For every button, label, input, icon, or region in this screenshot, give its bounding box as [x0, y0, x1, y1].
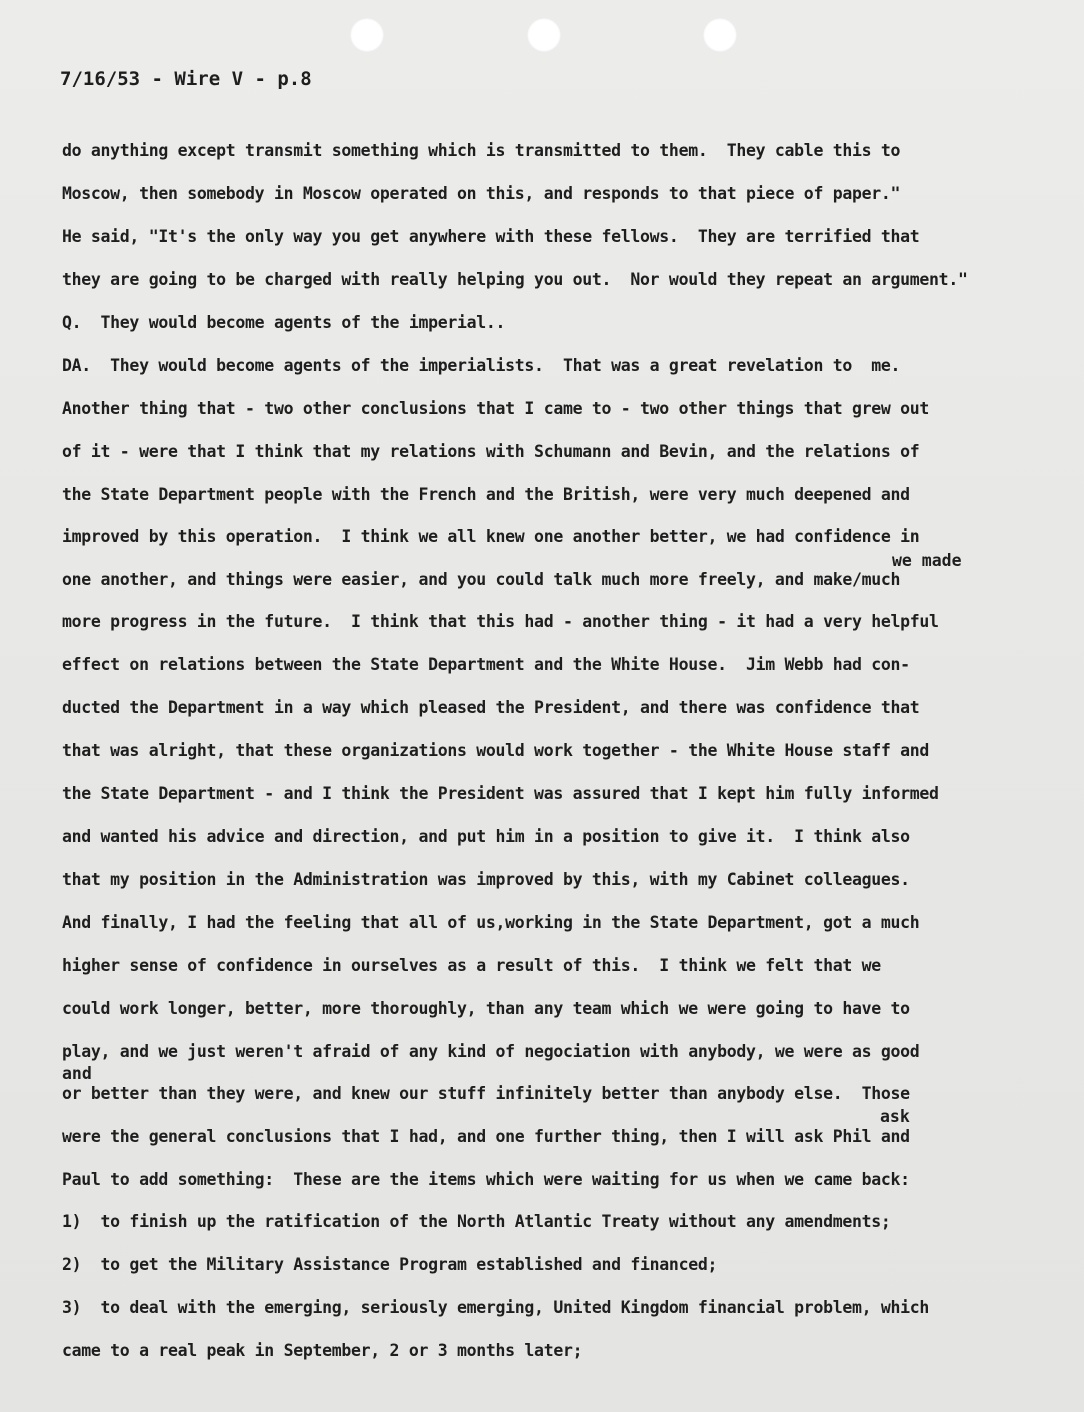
text-line: He said, "It's the only way you get anywhere with these fellows. They are terrified that — [62, 227, 920, 246]
text-line: higher sense of confidence in ourselves as a result of this. I think we felt that we — [62, 956, 881, 975]
handwritten-insertion: ask — [880, 1107, 910, 1126]
text-line: DA. They would become agents of the imperialists. That was a great revelation to me. — [62, 356, 901, 375]
text-line: or better than they were, and knew our stuff infinitely better than anybody else. Those — [62, 1084, 910, 1103]
text-line: were the general conclusions that I had, and one further thing, then I will ask Phil and — [62, 1127, 910, 1146]
text-line: do anything except transmit something which is transmitted to them. They cable this to — [62, 141, 901, 160]
text-line: they are going to be charged with really helping you out. Nor would they repeat an argument." — [62, 270, 968, 289]
text-line: came to a real peak in September, 2 or 3 months later; — [62, 1341, 583, 1360]
text-line: one another, and things were easier, and you could talk much more freely, and make/much — [62, 570, 901, 589]
text-line: and wanted his advice and direction, and put him in a position to give it. I think also — [62, 827, 910, 846]
punch-hole — [350, 18, 384, 52]
text-line: improved by this operation. I think we all knew one another better, we had confidence in — [62, 527, 920, 546]
text-line: could work longer, better, more thoroughly, than any team which we were going to have to — [62, 999, 910, 1018]
list-item: 2) to get the Military Assistance Program established and financed; — [62, 1255, 718, 1274]
text-line: that was alright, that these organizations would work together - the White House staff and — [62, 741, 930, 760]
text-line: And finally, I had the feeling that all of us,working in the State Department, got a much — [62, 913, 920, 932]
text-line: play, and we just weren't afraid of any kind of negociation with anybody, we were as good — [62, 1042, 920, 1061]
page-header: 7/16/53 - Wire V - p.8 — [60, 68, 312, 90]
text-line: ducted the Department in a way which pleased the President, and there was confidence that — [62, 698, 920, 717]
text-line: effect on relations between the State Department and the White House. Jim Webb had con- — [62, 655, 910, 674]
text-line: of it - were that I think that my relations with Schumann and Bevin, and the relations of — [62, 442, 920, 461]
list-item: 3) to deal with the emerging, seriously emerging, United Kingdom financial problem, which — [62, 1298, 930, 1317]
punch-hole — [703, 18, 737, 52]
punch-hole — [527, 18, 561, 52]
text-line: that my position in the Administration was improved by this, with my Cabinet colleagues. — [62, 870, 910, 889]
text-line: the State Department people with the French and the British, were very much deepened and — [62, 485, 910, 504]
handwritten-insertion: we made — [892, 551, 962, 570]
text-line: Q. They would become agents of the imperial.. — [62, 313, 506, 332]
handwritten-insertion: and — [62, 1064, 92, 1083]
text-line: the State Department - and I think the President was assured that I kept him fully informed — [62, 784, 939, 803]
text-line: Paul to add something: These are the items which were waiting for us when we came back: — [62, 1170, 910, 1189]
text-line: Another thing that - two other conclusions that I came to - two other things that grew out — [62, 399, 930, 418]
text-line: more progress in the future. I think that this had - another thing - it had a very helpful — [62, 612, 939, 631]
list-item: 1) to finish up the ratification of the North Atlantic Treaty without any amendments; — [62, 1212, 891, 1231]
text-line: Moscow, then somebody in Moscow operated on this, and responds to that piece of paper." — [62, 184, 901, 203]
